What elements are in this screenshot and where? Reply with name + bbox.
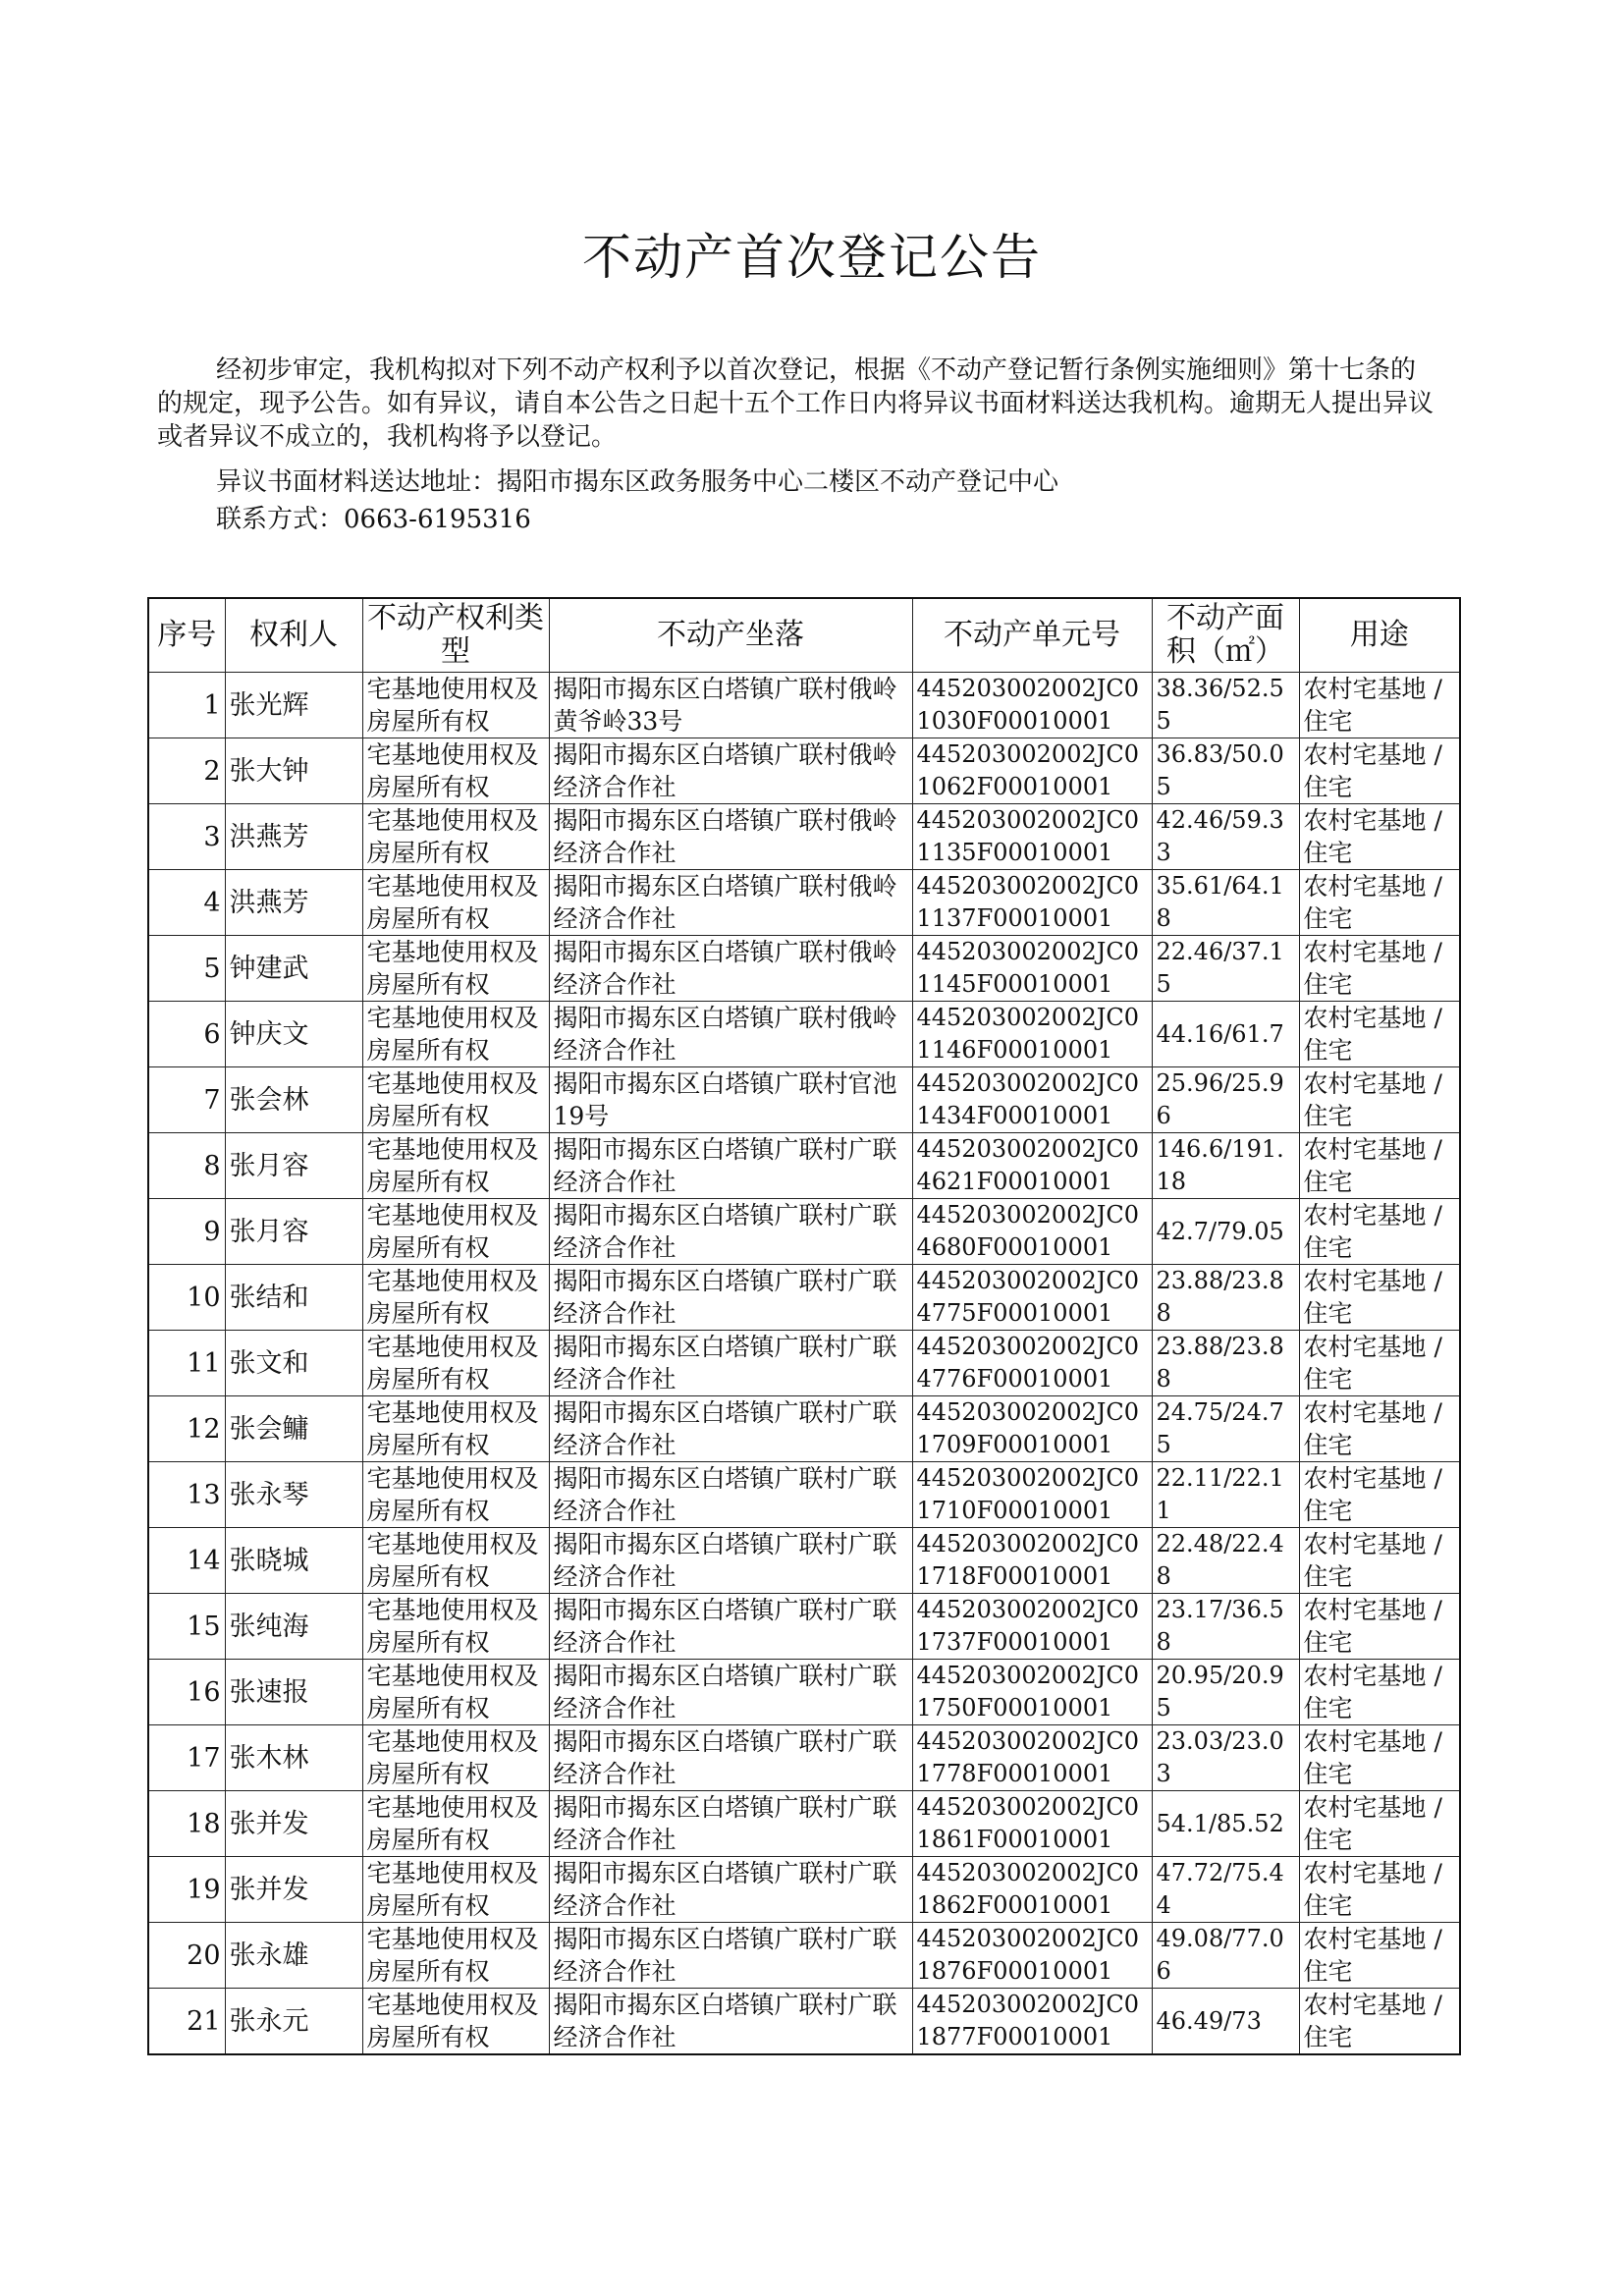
row-unit-number: 445203002002JC01062F00010001: [912, 738, 1152, 804]
row-right-type: 宅基地使用权及房屋所有权: [362, 1396, 549, 1462]
row-right-type: 宅基地使用权及房屋所有权: [362, 1199, 549, 1265]
row-seq: 21: [148, 1989, 225, 2055]
row-area: 23.03/23.03: [1152, 1725, 1299, 1791]
row-location: 揭阳市揭东区白塔镇广联村官池19号: [549, 1067, 912, 1133]
row-seq: 6: [148, 1002, 225, 1067]
row-owner: 张会鳙: [225, 1396, 362, 1462]
row-location: 揭阳市揭东区白塔镇广联村广联经济合作社: [549, 1660, 912, 1725]
row-location: 揭阳市揭东区白塔镇广联村俄岭经济合作社: [549, 738, 912, 804]
row-location: 揭阳市揭东区白塔镇广联村广联经济合作社: [549, 1199, 912, 1265]
row-right-type: 宅基地使用权及房屋所有权: [362, 1331, 549, 1396]
row-unit-number: 445203002002JC04621F00010001: [912, 1133, 1152, 1199]
row-location: 揭阳市揭东区白塔镇广联村俄岭经济合作社: [549, 936, 912, 1002]
row-right-type: 宅基地使用权及房屋所有权: [362, 1725, 549, 1791]
row-right-type: 宅基地使用权及房屋所有权: [362, 738, 549, 804]
row-use: 农村宅基地 / 住宅: [1299, 1265, 1460, 1331]
row-owner: 张月容: [225, 1199, 362, 1265]
row-owner: 张永雄: [225, 1923, 362, 1989]
row-seq: 15: [148, 1594, 225, 1660]
row-owner: 张结和: [225, 1265, 362, 1331]
row-location: 揭阳市揭东区白塔镇广联村广联经济合作社: [549, 1857, 912, 1923]
row-seq: 17: [148, 1725, 225, 1791]
table-row: [148, 1594, 1460, 1660]
row-use: 农村宅基地 / 住宅: [1299, 673, 1460, 738]
row-owner: 张月容: [225, 1133, 362, 1199]
table-row: [148, 1331, 1460, 1396]
row-seq: 9: [148, 1199, 225, 1265]
row-area: 38.36/52.55: [1152, 673, 1299, 738]
row-area: 36.83/50.05: [1152, 738, 1299, 804]
row-use: 农村宅基地 / 住宅: [1299, 1002, 1460, 1067]
row-owner: 洪燕芳: [225, 804, 362, 870]
row-area: 23.88/23.88: [1152, 1265, 1299, 1331]
row-unit-number: 445203002002JC04680F00010001: [912, 1199, 1152, 1265]
row-right-type: 宅基地使用权及房屋所有权: [362, 1133, 549, 1199]
table-row: [148, 1660, 1460, 1725]
table-row: [148, 1265, 1460, 1331]
header-location: 不动产坐落: [549, 598, 912, 673]
row-owner: 钟庆文: [225, 1002, 362, 1067]
row-unit-number: 445203002002JC01137F00010001: [912, 870, 1152, 936]
row-location: 揭阳市揭东区白塔镇广联村广联经济合作社: [549, 1331, 912, 1396]
row-owner: 张并发: [225, 1857, 362, 1923]
table-row: [148, 1396, 1460, 1462]
row-unit-number: 445203002002JC01145F00010001: [912, 936, 1152, 1002]
table-row: [148, 1791, 1460, 1857]
row-unit-number: 445203002002JC01877F00010001: [912, 1989, 1152, 2055]
table-header-row: [148, 598, 1460, 673]
row-right-type: 宅基地使用权及房屋所有权: [362, 673, 549, 738]
table-row: [148, 1528, 1460, 1594]
row-area: 44.16/61.7: [1152, 1002, 1299, 1067]
table-row: [148, 936, 1460, 1002]
row-use: 农村宅基地 / 住宅: [1299, 1199, 1460, 1265]
row-unit-number: 445203002002JC01434F00010001: [912, 1067, 1152, 1133]
row-use: 农村宅基地 / 住宅: [1299, 1331, 1460, 1396]
row-use: 农村宅基地 / 住宅: [1299, 936, 1460, 1002]
row-area: 35.61/64.18: [1152, 870, 1299, 936]
row-use: 农村宅基地 / 住宅: [1299, 1528, 1460, 1594]
row-location: 揭阳市揭东区白塔镇广联村俄岭经济合作社: [549, 870, 912, 936]
row-area: 23.17/36.58: [1152, 1594, 1299, 1660]
table-row: [148, 1462, 1460, 1528]
header-unit-number: 不动产单元号: [912, 598, 1152, 673]
row-seq: 20: [148, 1923, 225, 1989]
table-row: [148, 1857, 1460, 1923]
row-seq: 4: [148, 870, 225, 936]
row-area: 54.1/85.52: [1152, 1791, 1299, 1857]
row-use: 农村宅基地 / 住宅: [1299, 1594, 1460, 1660]
row-area: 46.49/73: [1152, 1989, 1299, 2055]
row-owner: 张晓城: [225, 1528, 362, 1594]
row-use: 农村宅基地 / 住宅: [1299, 1396, 1460, 1462]
row-right-type: 宅基地使用权及房屋所有权: [362, 870, 549, 936]
row-right-type: 宅基地使用权及房屋所有权: [362, 1002, 549, 1067]
row-location: 揭阳市揭东区白塔镇广联村广联经济合作社: [549, 1725, 912, 1791]
row-unit-number: 445203002002JC01709F00010001: [912, 1396, 1152, 1462]
row-owner: 张文和: [225, 1331, 362, 1396]
row-seq: 19: [148, 1857, 225, 1923]
row-right-type: 宅基地使用权及房屋所有权: [362, 1660, 549, 1725]
page-title: 不动产首次登记公告: [582, 229, 1042, 286]
row-location: 揭阳市揭东区白塔镇广联村广联经济合作社: [549, 1396, 912, 1462]
row-unit-number: 445203002002JC01135F00010001: [912, 804, 1152, 870]
row-seq: 12: [148, 1396, 225, 1462]
row-owner: 张木林: [225, 1725, 362, 1791]
row-seq: 13: [148, 1462, 225, 1528]
row-unit-number: 445203002002JC04775F00010001: [912, 1265, 1152, 1331]
row-area: 20.95/20.95: [1152, 1660, 1299, 1725]
row-unit-number: 445203002002JC01876F00010001: [912, 1923, 1152, 1989]
header-use: 用途: [1299, 598, 1460, 673]
row-area: 22.46/37.15: [1152, 936, 1299, 1002]
registration-table: [147, 597, 1461, 2055]
row-seq: 1: [148, 673, 225, 738]
row-unit-number: 445203002002JC01710F00010001: [912, 1462, 1152, 1528]
row-use: 农村宅基地 / 住宅: [1299, 1133, 1460, 1199]
row-location: 揭阳市揭东区白塔镇广联村广联经济合作社: [549, 1989, 912, 2055]
row-area: 47.72/75.44: [1152, 1857, 1299, 1923]
table-row: [148, 1725, 1460, 1791]
row-location: 揭阳市揭东区白塔镇广联村俄岭黄爷岭33号: [549, 673, 912, 738]
table-row: [148, 1199, 1460, 1265]
row-area: 22.48/22.48: [1152, 1528, 1299, 1594]
row-right-type: 宅基地使用权及房屋所有权: [362, 1857, 549, 1923]
table-row: [148, 804, 1460, 870]
objection-address: 异议书面材料送达地址：揭阳市揭东区政务服务中心二楼区不动产登记中心: [216, 467, 1059, 497]
row-owner: 张永元: [225, 1989, 362, 2055]
row-owner: 洪燕芳: [225, 870, 362, 936]
row-unit-number: 445203002002JC01778F00010001: [912, 1725, 1152, 1791]
row-use: 农村宅基地 / 住宅: [1299, 1989, 1460, 2055]
row-unit-number: 445203002002JC01146F00010001: [912, 1002, 1152, 1067]
table-row: [148, 870, 1460, 936]
table-row: [148, 673, 1460, 738]
row-use: 农村宅基地 / 住宅: [1299, 870, 1460, 936]
row-seq: 18: [148, 1791, 225, 1857]
row-right-type: 宅基地使用权及房屋所有权: [362, 1462, 549, 1528]
row-seq: 11: [148, 1331, 225, 1396]
row-area: 146.6/191.18: [1152, 1133, 1299, 1199]
table-row: [148, 1989, 1460, 2055]
row-use: 农村宅基地 / 住宅: [1299, 1923, 1460, 1989]
header-seq: 序号: [148, 598, 225, 673]
row-right-type: 宅基地使用权及房屋所有权: [362, 1594, 549, 1660]
row-right-type: 宅基地使用权及房屋所有权: [362, 1265, 549, 1331]
row-location: 揭阳市揭东区白塔镇广联村俄岭经济合作社: [549, 1002, 912, 1067]
row-owner: 张纯海: [225, 1594, 362, 1660]
header-area: 不动产面积（㎡）: [1152, 598, 1299, 673]
row-right-type: 宅基地使用权及房屋所有权: [362, 1528, 549, 1594]
row-owner: 张永琴: [225, 1462, 362, 1528]
row-use: 农村宅基地 / 住宅: [1299, 1462, 1460, 1528]
row-location: 揭阳市揭东区白塔镇广联村广联经济合作社: [549, 1133, 912, 1199]
table-row: [148, 1002, 1460, 1067]
contact-info: 联系方式：0663-6195316: [216, 505, 531, 534]
row-owner: 张速报: [225, 1660, 362, 1725]
row-use: 农村宅基地 / 住宅: [1299, 1660, 1460, 1725]
row-area: 23.88/23.88: [1152, 1331, 1299, 1396]
table-row: [148, 1067, 1460, 1133]
row-unit-number: 445203002002JC01862F00010001: [912, 1857, 1152, 1923]
row-area: 42.46/59.33: [1152, 804, 1299, 870]
row-location: 揭阳市揭东区白塔镇广联村广联经济合作社: [549, 1791, 912, 1857]
row-use: 农村宅基地 / 住宅: [1299, 738, 1460, 804]
row-use: 农村宅基地 / 住宅: [1299, 1857, 1460, 1923]
row-area: 42.7/79.05: [1152, 1199, 1299, 1265]
row-seq: 3: [148, 804, 225, 870]
table-row: [148, 738, 1460, 804]
row-use: 农村宅基地 / 住宅: [1299, 1067, 1460, 1133]
row-area: 49.08/77.06: [1152, 1923, 1299, 1989]
row-unit-number: 445203002002JC01718F00010001: [912, 1528, 1152, 1594]
row-unit-number: 445203002002JC01030F00010001: [912, 673, 1152, 738]
row-location: 揭阳市揭东区白塔镇广联村广联经济合作社: [549, 1528, 912, 1594]
header-owner: 权利人: [225, 598, 362, 673]
row-seq: 10: [148, 1265, 225, 1331]
header-right-type: 不动产权利类型: [362, 598, 549, 673]
row-area: 24.75/24.75: [1152, 1396, 1299, 1462]
row-owner: 张并发: [225, 1791, 362, 1857]
row-unit-number: 445203002002JC04776F00010001: [912, 1331, 1152, 1396]
row-area: 25.96/25.96: [1152, 1067, 1299, 1133]
row-unit-number: 445203002002JC01750F00010001: [912, 1660, 1152, 1725]
table-row: [148, 1133, 1460, 1199]
row-right-type: 宅基地使用权及房屋所有权: [362, 804, 549, 870]
row-seq: 2: [148, 738, 225, 804]
row-owner: 张会林: [225, 1067, 362, 1133]
row-location: 揭阳市揭东区白塔镇广联村广联经济合作社: [549, 1594, 912, 1660]
row-use: 农村宅基地 / 住宅: [1299, 1791, 1460, 1857]
row-location: 揭阳市揭东区白塔镇广联村广联经济合作社: [549, 1923, 912, 1989]
row-location: 揭阳市揭东区白塔镇广联村俄岭经济合作社: [549, 804, 912, 870]
row-right-type: 宅基地使用权及房屋所有权: [362, 1791, 549, 1857]
row-seq: 14: [148, 1528, 225, 1594]
row-seq: 7: [148, 1067, 225, 1133]
row-use: 农村宅基地 / 住宅: [1299, 804, 1460, 870]
row-seq: 16: [148, 1660, 225, 1725]
row-owner: 张光辉: [225, 673, 362, 738]
intro-paragraph: 经初步审定，我机构拟对下列不动产权利予以首次登记，根据《不动产登记暂行条例实施细则》第十七条的的规定，现予公告。如有异议，请自本公告之日起十五个工作日内将异议书面材料送达我机构。逾期无人提出异议或者异议不成立的，我机构将予以登记。: [157, 355, 1435, 452]
row-area: 22.11/22.11: [1152, 1462, 1299, 1528]
row-location: 揭阳市揭东区白塔镇广联村广联经济合作社: [549, 1265, 912, 1331]
row-right-type: 宅基地使用权及房屋所有权: [362, 1923, 549, 1989]
row-owner: 张大钟: [225, 738, 362, 804]
row-unit-number: 445203002002JC01861F00010001: [912, 1791, 1152, 1857]
table-row: [148, 1923, 1460, 1989]
row-location: 揭阳市揭东区白塔镇广联村广联经济合作社: [549, 1462, 912, 1528]
row-unit-number: 445203002002JC01737F00010001: [912, 1594, 1152, 1660]
row-right-type: 宅基地使用权及房屋所有权: [362, 1067, 549, 1133]
row-use: 农村宅基地 / 住宅: [1299, 1725, 1460, 1791]
row-right-type: 宅基地使用权及房屋所有权: [362, 1989, 549, 2055]
row-owner: 钟建武: [225, 936, 362, 1002]
row-seq: 8: [148, 1133, 225, 1199]
row-seq: 5: [148, 936, 225, 1002]
row-right-type: 宅基地使用权及房屋所有权: [362, 936, 549, 1002]
